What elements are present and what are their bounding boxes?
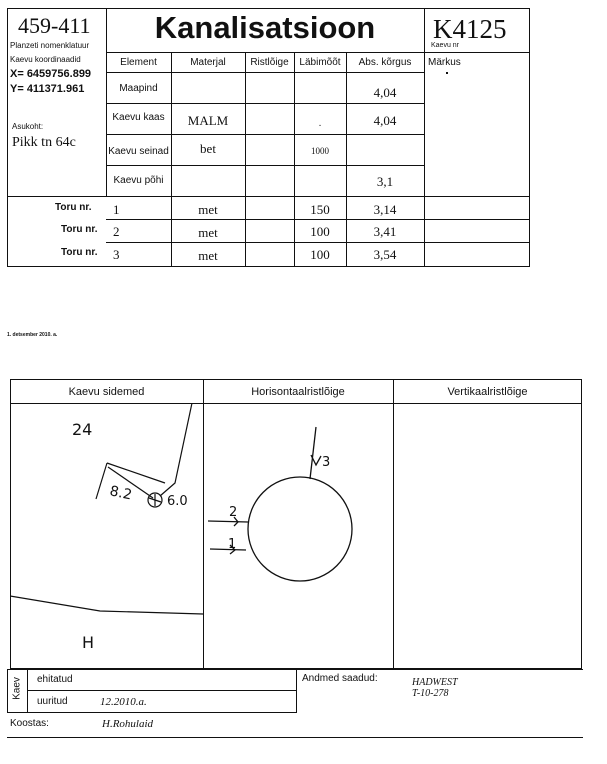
table-hline-r3 bbox=[106, 165, 424, 166]
row-diameter-3: 1000 bbox=[311, 146, 329, 156]
row-height-2: 4,04 bbox=[373, 113, 397, 128]
pipe-nr-1: 1 bbox=[113, 202, 120, 217]
date-line: 1. detsember 2010. a. bbox=[7, 332, 58, 338]
header-bottom-line bbox=[106, 52, 530, 53]
pipe-height-3: 3,54 bbox=[373, 247, 397, 262]
pipe-mark-3: 3 bbox=[322, 455, 331, 470]
row-element-3: Kaevu seinad bbox=[108, 146, 169, 157]
row-element-2: Kaevu kaas bbox=[112, 112, 165, 123]
page-title: Kanalisatsioon bbox=[154, 10, 376, 45]
pipe-height-2: 3,41 bbox=[373, 224, 397, 239]
well-number-label: Kaevu nr bbox=[431, 42, 460, 49]
surveyed-value: 12.2010.a. bbox=[100, 696, 147, 708]
horizontal-section bbox=[208, 427, 352, 581]
pipe-line-3 bbox=[310, 427, 316, 479]
pipe-label-2: Toru nr. bbox=[61, 224, 98, 235]
pipe-material-2: met bbox=[198, 225, 218, 240]
footer-left-vline bbox=[7, 669, 8, 713]
pipe-height-1: 3,14 bbox=[373, 202, 397, 217]
panel-title-connections: Kaevu sidemed bbox=[68, 386, 145, 398]
footer-top-line bbox=[7, 669, 583, 670]
header-divider-2 bbox=[424, 8, 425, 267]
row-height-4: 3,1 bbox=[376, 174, 394, 189]
pipe-material-1: met bbox=[198, 202, 218, 217]
coordinates-label: Kaevu koordinaadid bbox=[10, 55, 81, 64]
row-material-2: MALM bbox=[187, 113, 229, 128]
pipe-mark-1: 1 bbox=[228, 537, 237, 552]
footer-side-vline bbox=[27, 669, 28, 713]
footer-inner-hline bbox=[27, 690, 296, 691]
nomenclature-label: Planzeti nomenklatuur bbox=[10, 41, 90, 50]
table-hline-p2 bbox=[106, 242, 530, 243]
table-vline-2 bbox=[245, 52, 246, 267]
col-header-diameter: Läbimõõt bbox=[299, 57, 341, 68]
pipe-mark-2: 2 bbox=[229, 505, 238, 520]
row-element-1: Maapind bbox=[119, 83, 158, 94]
location-label: Asukoht: bbox=[12, 122, 44, 131]
pipe-label-1: Toru nr. bbox=[55, 202, 92, 213]
col-header-note: Märkus bbox=[428, 57, 461, 68]
footer-compiled-line bbox=[7, 737, 583, 738]
panel-title-vertical: Vertikaalristlõige bbox=[447, 386, 528, 398]
table-hline-p1 bbox=[106, 219, 530, 220]
data-source-label: Andmed saadud: bbox=[302, 673, 378, 684]
footer-side-label: Kaev bbox=[11, 677, 23, 700]
coordinate-x: X= 6459756.899 bbox=[10, 68, 92, 80]
footer-mid-vline bbox=[296, 669, 297, 713]
nomenclature-number: 459-411 bbox=[18, 13, 91, 38]
sketch-label-8-2: 8.2 bbox=[108, 483, 134, 504]
pipe-material-3: met bbox=[198, 248, 218, 263]
pipe-diameter-2: 100 bbox=[310, 224, 330, 239]
surveyed-label: uuritud bbox=[37, 696, 68, 707]
table-hline-header bbox=[106, 72, 424, 73]
well-circle bbox=[248, 477, 352, 581]
table-hline-r2 bbox=[106, 134, 424, 135]
compiled-value: H.Rohulaid bbox=[102, 718, 154, 730]
pipe-line-2 bbox=[208, 521, 248, 522]
sketch-label-h: H bbox=[82, 633, 95, 652]
pipe-nr-2: 2 bbox=[113, 224, 120, 239]
sketch-label-24: 24 bbox=[72, 420, 93, 439]
row-element-4: Kaevu põhi bbox=[113, 175, 164, 186]
data-source-value-1: HADWEST bbox=[412, 677, 458, 688]
col-header-element: Element bbox=[120, 57, 157, 68]
row-material-3: bet bbox=[200, 141, 216, 156]
drawings-sketch bbox=[10, 403, 582, 669]
table-hline-r1 bbox=[106, 103, 424, 104]
row-height-1: 4,04 bbox=[373, 85, 397, 100]
table-hline-r4 bbox=[7, 196, 530, 197]
pipe-nr-3: 3 bbox=[113, 247, 120, 262]
footer-bottom-line bbox=[7, 712, 296, 713]
col-header-cross: Ristlõige bbox=[250, 57, 289, 68]
panel-title-horizontal: Horisontaalristlõige bbox=[251, 386, 345, 398]
well-number: K4125 bbox=[433, 14, 507, 44]
pipe-diameter-1: 150 bbox=[310, 202, 330, 217]
coordinate-y: Y= 411371.961 bbox=[10, 83, 85, 95]
col-header-height: Abs. kõrgus bbox=[358, 57, 412, 68]
compiled-label: Koostas: bbox=[10, 718, 49, 729]
note-dot bbox=[446, 72, 448, 74]
pipe-label-3: Toru nr. bbox=[61, 247, 98, 258]
built-label: ehitatud bbox=[37, 674, 73, 685]
col-header-material: Materjal bbox=[190, 57, 226, 68]
sketch-label-6-0: 6.0 bbox=[167, 494, 188, 509]
data-source-value-2: T-10-278 bbox=[412, 688, 449, 699]
row-diameter-2: . bbox=[318, 118, 322, 129]
location-value: Pikk tn 64c bbox=[12, 135, 76, 150]
pipe-diameter-3: 100 bbox=[310, 247, 330, 262]
